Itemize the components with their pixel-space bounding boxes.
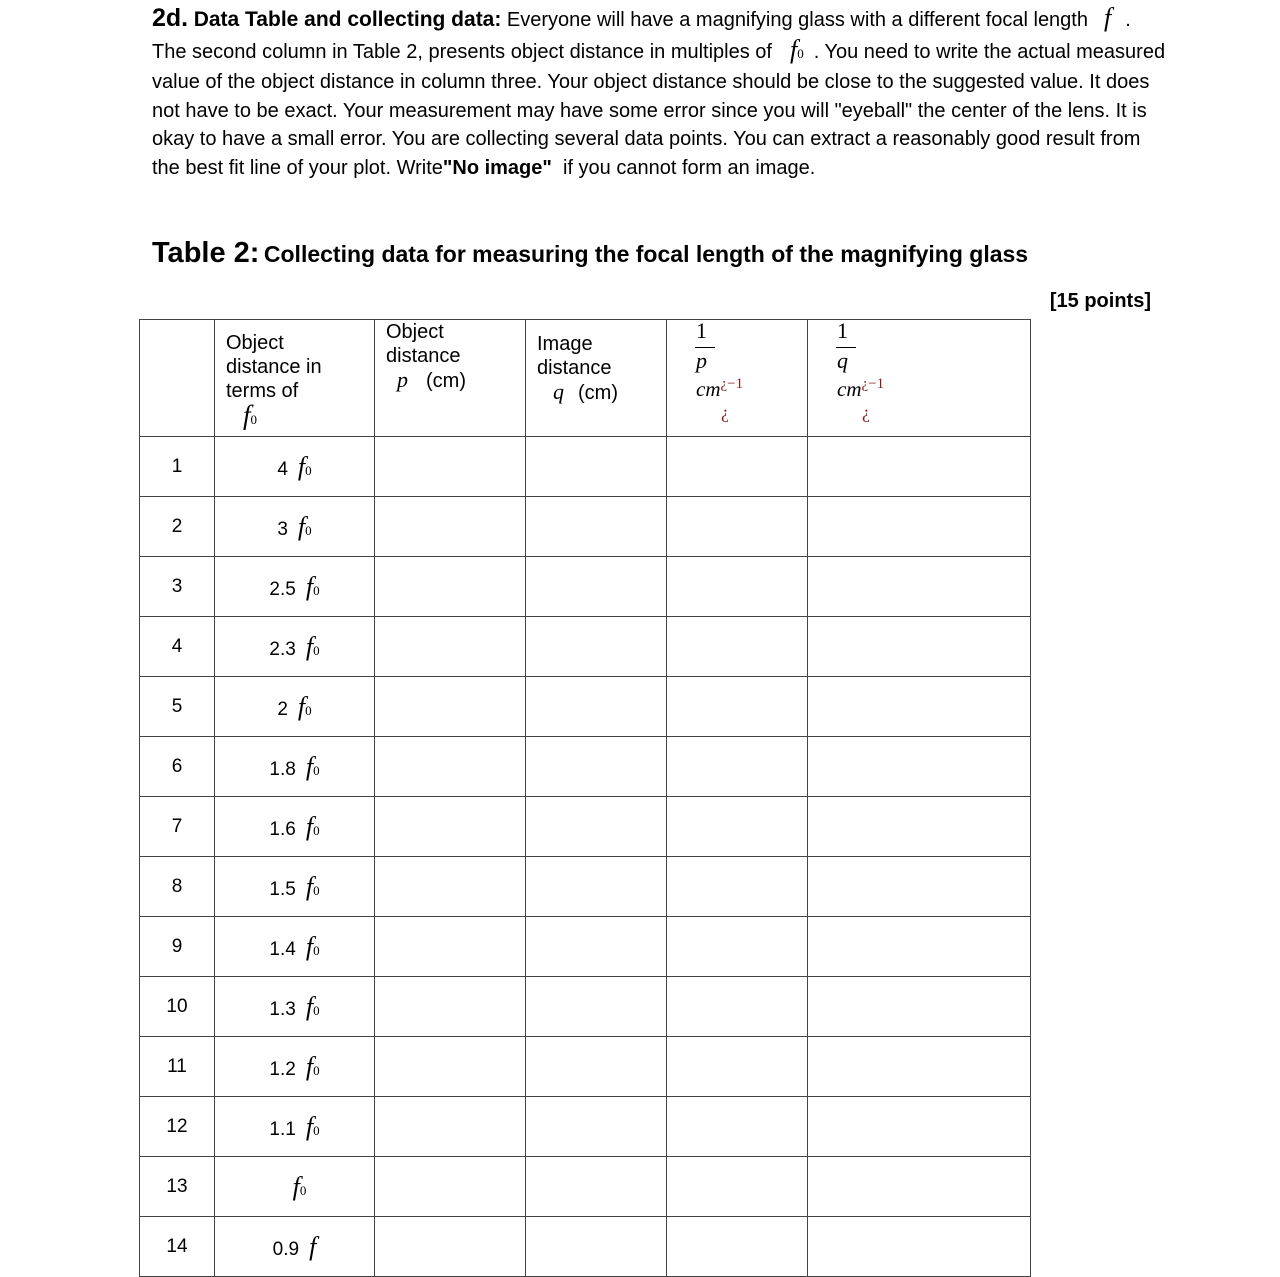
inverse-q-input[interactable] — [808, 617, 1031, 677]
inverse-p-input[interactable] — [667, 497, 808, 557]
multiple-value: 1.2 — [269, 1058, 296, 1080]
row-object-distance-multiple — [215, 797, 375, 857]
inverse-p-input[interactable] — [667, 677, 808, 737]
table-row — [140, 557, 1031, 617]
image-distance-input[interactable] — [526, 1217, 667, 1277]
multiple-f-symbol: f — [305, 931, 314, 961]
inverse-p-input[interactable] — [667, 1157, 808, 1217]
multiple-f-subscript: 0 — [313, 582, 320, 598]
inverse-q-input[interactable] — [808, 737, 1031, 797]
multiple-value: 1.4 — [269, 938, 296, 960]
inverse-q-input[interactable] — [808, 1217, 1031, 1277]
section-heading: Data Table and collecting data: — [193, 8, 502, 31]
data-table-container — [139, 318, 1031, 1261]
multiple-value: 2.3 — [269, 638, 296, 660]
table-row — [140, 1037, 1031, 1097]
multiple-f-subscript: 0 — [305, 522, 312, 538]
inverse-p-input[interactable] — [667, 1217, 808, 1277]
row-index: 1 — [140, 437, 215, 497]
multiple-value: 4 — [277, 458, 288, 480]
row-object-distance-multiple — [215, 977, 375, 1037]
header-col2-sub: 0 — [250, 412, 258, 427]
header-col6-exponent: ¿−1 — [861, 376, 885, 392]
multiple-value: 1.6 — [269, 818, 296, 840]
data-table — [139, 319, 1031, 1277]
multiple-value: 2 — [277, 698, 288, 720]
multiple-f-subscript: 0 — [313, 1122, 320, 1138]
table-title — [152, 237, 1028, 270]
multiple-f-symbol: f — [305, 1111, 314, 1141]
header-col2-symbol: f — [243, 400, 251, 430]
multiple-f-subscript: 0 — [313, 942, 320, 958]
inverse-q-input[interactable] — [808, 677, 1031, 737]
object-distance-input[interactable] — [375, 1217, 526, 1277]
inverse-p-input[interactable] — [667, 1037, 808, 1097]
inverse-p-input[interactable] — [667, 437, 808, 497]
image-distance-input[interactable] — [526, 1037, 667, 1097]
multiple-f-symbol: f — [292, 1171, 300, 1201]
table-row — [140, 977, 1031, 1037]
inverse-p-input[interactable] — [667, 797, 808, 857]
table-row — [140, 677, 1031, 737]
image-distance-input[interactable] — [526, 677, 667, 737]
table-caption: Collecting data for measuring the focal length of the magnifying glass — [263, 241, 1029, 267]
multiple-f-symbol: f — [305, 571, 314, 601]
row-index: 14 — [140, 1217, 215, 1277]
table-body — [140, 437, 1031, 1277]
table-row — [140, 857, 1031, 917]
row-object-distance-multiple — [215, 1217, 375, 1277]
row-index: 12 — [140, 1097, 215, 1157]
row-object-distance-multiple — [215, 917, 375, 977]
row-index: 3 — [140, 557, 215, 617]
symbol-f0-subscript: 0 — [797, 45, 804, 61]
inverse-p-input[interactable] — [667, 617, 808, 677]
multiple-value: 1.3 — [269, 998, 296, 1020]
multiple-f-subscript: 0 — [313, 762, 320, 778]
header-inverse-q — [808, 320, 1031, 437]
header-inverse-p — [667, 320, 808, 437]
inverse-q-input[interactable] — [808, 557, 1031, 617]
table-row — [140, 437, 1031, 497]
header-col6-unit: cm — [837, 377, 862, 401]
header-col4-unit: (cm) — [578, 382, 618, 404]
inverse-q-input[interactable] — [808, 797, 1031, 857]
image-distance-input[interactable] — [526, 917, 667, 977]
header-col5-denominator: p — [696, 348, 707, 373]
row-index: 7 — [140, 797, 215, 857]
image-distance-input[interactable] — [526, 1157, 667, 1217]
header-col5-numerator: 1 — [696, 318, 707, 343]
symbol-f0: f — [789, 34, 798, 64]
header-image-distance-q — [526, 320, 667, 437]
multiple-f-symbol: f — [297, 451, 306, 481]
multiple-f-symbol: f — [305, 811, 314, 841]
table-row — [140, 797, 1031, 857]
row-index: 4 — [140, 617, 215, 677]
object-distance-input[interactable] — [375, 677, 526, 737]
intro-text-2: . The second column in Table 2, presents object distance in multiples of — [152, 9, 1131, 63]
image-distance-input[interactable] — [526, 857, 667, 917]
multiple-f-subscript: 0 — [313, 1062, 320, 1078]
header-col5-placeholder: ¿ — [721, 402, 729, 422]
symbol-f: f — [1104, 3, 1112, 32]
object-distance-input[interactable] — [375, 557, 526, 617]
multiple-f-subscript: 0 — [299, 1182, 307, 1198]
multiple-f-symbol: f — [305, 631, 314, 661]
header-col3-symbol: p — [397, 367, 408, 392]
row-object-distance-multiple — [215, 497, 375, 557]
object-distance-input[interactable] — [375, 617, 526, 677]
table-row — [140, 1217, 1031, 1277]
header-index — [140, 320, 215, 437]
row-index: 5 — [140, 677, 215, 737]
multiple-f-subscript: 0 — [313, 1002, 320, 1018]
intro-text-1: Everyone will have a magnifying glass with a different focal length — [506, 9, 1088, 31]
intro-text-3: . You need to write the actual measured value of the object distance in column three. Your object distance should be close to the suggested value. It does not have to be exact. Your measurement may have some error since you will "eyeball" the center of the lens. It is okay to have a small error. You are collecting several data points. You can extract a reasonably good result from the best fit line of your plot. Write — [152, 40, 1166, 179]
row-object-distance-multiple — [215, 737, 375, 797]
intro-text-4: if you cannot form an image. — [563, 156, 816, 179]
inverse-q-input[interactable] — [808, 1097, 1031, 1157]
image-distance-input[interactable] — [526, 437, 667, 497]
inverse-q-input[interactable] — [808, 1037, 1031, 1097]
header-col3-text: Object distance — [386, 321, 461, 367]
inverse-p-input[interactable] — [667, 977, 808, 1037]
multiple-f-symbol: f — [305, 871, 314, 901]
image-distance-input[interactable] — [526, 1097, 667, 1157]
header-col4-text: Image distance — [537, 333, 612, 379]
points-label: [15 points] — [1049, 290, 1151, 312]
header-object-distance-p — [375, 320, 526, 437]
inverse-q-input[interactable] — [808, 1157, 1031, 1217]
image-distance-input[interactable] — [526, 497, 667, 557]
multiple-f-subscript: 0 — [313, 822, 320, 838]
table-header-row — [140, 320, 1031, 437]
multiple-f-subscript: 0 — [313, 642, 320, 658]
image-distance-input[interactable] — [526, 977, 667, 1037]
multiple-value: 0.9 — [272, 1238, 300, 1260]
object-distance-input[interactable] — [375, 977, 526, 1037]
table-row — [140, 617, 1031, 677]
header-col6-placeholder: ¿ — [862, 402, 870, 422]
multiple-f-symbol: f — [305, 1051, 314, 1081]
image-distance-input[interactable] — [526, 737, 667, 797]
header-col2-text: Object distance in terms of — [226, 332, 322, 402]
header-col6-denominator: q — [837, 348, 848, 373]
multiple-f-symbol: f — [297, 691, 306, 721]
inverse-q-input[interactable] — [808, 437, 1031, 497]
table-row — [140, 1097, 1031, 1157]
header-col5-exponent: ¿−1 — [720, 376, 744, 392]
row-object-distance-multiple — [215, 437, 375, 497]
image-distance-input[interactable] — [526, 617, 667, 677]
section-number: 2d. — [152, 4, 189, 32]
row-index: 2 — [140, 497, 215, 557]
instructions-paragraph — [152, 4, 1167, 183]
object-distance-input[interactable] — [375, 857, 526, 917]
inverse-q-input[interactable] — [808, 497, 1031, 557]
object-distance-input[interactable] — [375, 737, 526, 797]
row-index: 13 — [140, 1157, 215, 1217]
object-distance-input[interactable] — [375, 1157, 526, 1217]
multiple-f-symbol: f — [297, 511, 306, 541]
table-row — [140, 497, 1031, 557]
row-object-distance-multiple — [215, 1157, 375, 1217]
object-distance-input[interactable] — [375, 917, 526, 977]
object-distance-input[interactable] — [375, 437, 526, 497]
row-object-distance-multiple — [215, 557, 375, 617]
multiple-value: 1.8 — [269, 758, 296, 780]
inverse-q-input[interactable] — [808, 977, 1031, 1037]
inverse-p-input[interactable] — [667, 557, 808, 617]
multiple-value: 1.5 — [269, 878, 296, 900]
row-object-distance-multiple — [215, 857, 375, 917]
row-index: 9 — [140, 917, 215, 977]
header-col6-numerator: 1 — [837, 318, 848, 343]
object-distance-input[interactable] — [375, 1037, 526, 1097]
table-number: Table 2: — [152, 237, 260, 269]
inverse-q-input[interactable] — [808, 857, 1031, 917]
image-distance-input[interactable] — [526, 557, 667, 617]
multiple-f-subscript: 0 — [305, 462, 312, 478]
multiple-f-subscript: 0 — [305, 702, 312, 718]
row-object-distance-multiple — [215, 1037, 375, 1097]
object-distance-input[interactable] — [375, 1097, 526, 1157]
row-index: 11 — [140, 1037, 215, 1097]
header-object-distance-fo — [215, 320, 375, 437]
table-row — [140, 917, 1031, 977]
multiple-f-subscript: 0 — [313, 882, 320, 898]
inverse-q-input[interactable] — [808, 917, 1031, 977]
object-distance-input[interactable] — [375, 497, 526, 557]
row-index: 6 — [140, 737, 215, 797]
inverse-p-input[interactable] — [667, 737, 808, 797]
row-object-distance-multiple — [215, 1097, 375, 1157]
row-index: 10 — [140, 977, 215, 1037]
multiple-value: 1.1 — [269, 1118, 296, 1140]
multiple-value: 3 — [277, 518, 288, 540]
inverse-p-input[interactable] — [667, 857, 808, 917]
table-row — [140, 737, 1031, 797]
table-row — [140, 1157, 1031, 1217]
inverse-p-input[interactable] — [667, 917, 808, 977]
header-col3-unit: (cm) — [426, 370, 466, 392]
row-index: 8 — [140, 857, 215, 917]
no-image-phrase: "No image" — [442, 156, 552, 179]
row-object-distance-multiple — [215, 677, 375, 737]
header-col5-unit: cm — [696, 377, 721, 401]
header-col4-symbol: q — [553, 379, 564, 404]
image-distance-input[interactable] — [526, 797, 667, 857]
row-object-distance-multiple — [215, 617, 375, 677]
multiple-value: 2.5 — [269, 578, 296, 600]
inverse-p-input[interactable] — [667, 1097, 808, 1157]
multiple-f-symbol: f — [305, 991, 314, 1021]
multiple-f-symbol: f — [309, 1231, 317, 1261]
object-distance-input[interactable] — [375, 797, 526, 857]
multiple-f-symbol: f — [305, 751, 314, 781]
